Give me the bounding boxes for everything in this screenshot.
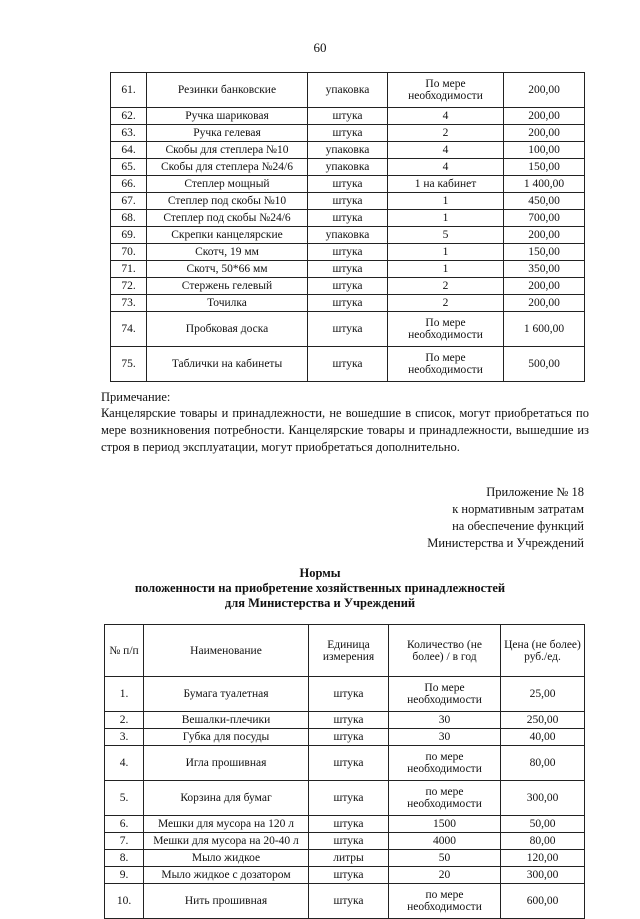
cell-price: 600,00 [501,884,585,919]
cell-price: 120,00 [501,850,585,867]
appendix-line-2: к нормативным затратам [452,502,584,516]
cell-num: 4. [105,746,144,781]
table-row [111,347,585,382]
cell-num: 63. [111,125,147,142]
cell-num: 61. [111,73,147,108]
table-row [111,125,585,142]
office-supplies-table [110,72,585,382]
cell-unit: штука [309,729,389,746]
cell-unit: штука [308,312,388,347]
cell-num: 6. [105,816,144,833]
cell-num: 67. [111,193,147,210]
cell-name: Бумага туалетная [144,677,309,712]
cell-num: 73. [111,295,147,312]
office-supplies-table-body [111,73,585,382]
cell-unit: упаковка [308,159,388,176]
cell-price: 200,00 [504,227,585,244]
cell-price: 1 600,00 [504,312,585,347]
cell-qty: 2 [388,278,504,295]
cell-price: 250,00 [501,712,585,729]
cell-unit: штука [308,244,388,261]
cell-unit: штука [309,867,389,884]
cell-unit: упаковка [308,142,388,159]
table-row [105,746,585,781]
cell-num: 3. [105,729,144,746]
cell-unit: штука [308,347,388,382]
cell-unit: упаковка [308,227,388,244]
cell-qty: 30 [389,712,501,729]
cell-qty: 4 [388,159,504,176]
note-title: Примечание: [101,390,171,404]
cell-num: 2. [105,712,144,729]
cell-name: Мыло жидкое с дозатором [144,867,309,884]
cell-price: 80,00 [501,746,585,781]
cell-name: Пробковая доска [147,312,308,347]
cell-qty: 5 [388,227,504,244]
table-row [111,210,585,227]
cell-unit: штука [308,295,388,312]
cell-unit: штука [308,193,388,210]
table-row [105,884,585,919]
cell-num: 5. [105,781,144,816]
norms-title: Нормы [299,566,341,580]
cell-unit: штука [308,125,388,142]
cell-num: 70. [111,244,147,261]
norms-subtitle-2: для Министерства и Учреждений [224,596,416,610]
cell-price: 700,00 [504,210,585,227]
cell-num: 66. [111,176,147,193]
cell-price: 200,00 [504,278,585,295]
cell-price: 200,00 [504,125,585,142]
table-row [111,295,585,312]
cell-qty: 20 [389,867,501,884]
header-price: Цена (не более) руб./ед. [501,625,585,677]
cell-num: 72. [111,278,147,295]
cell-price: 50,00 [501,816,585,833]
cell-num: 68. [111,210,147,227]
cell-qty: 1 [388,210,504,227]
cell-name: Ручка шариковая [147,108,308,125]
cell-name: Скотч, 50*66 мм [147,261,308,278]
appendix-block [427,484,584,552]
cell-num: 7. [105,833,144,850]
cell-num: 74. [111,312,147,347]
cell-name: Ручка гелевая [147,125,308,142]
table-row [111,73,585,108]
cell-qty: по мере необходимости [389,884,501,919]
cell-qty: 30 [389,729,501,746]
cell-price: 40,00 [501,729,585,746]
cell-price: 200,00 [504,295,585,312]
table-row [111,193,585,210]
cell-qty: 2 [388,125,504,142]
table-row [105,781,585,816]
cell-price: 100,00 [504,142,585,159]
cell-price: 200,00 [504,108,585,125]
cell-unit: штука [309,712,389,729]
table-row [105,833,585,850]
cell-price: 450,00 [504,193,585,210]
cell-unit: штука [308,261,388,278]
table-header-row [105,625,585,677]
cell-qty: 2 [388,295,504,312]
cell-num: 64. [111,142,147,159]
cell-name: Губка для посуды [144,729,309,746]
cell-name: Скобы для степлера №10 [147,142,308,159]
table-row [111,142,585,159]
table-row [105,816,585,833]
cell-qty: 1500 [389,816,501,833]
cell-qty: 1 [388,244,504,261]
cell-price: 200,00 [504,73,585,108]
cell-name: Мешки для мусора на 20-40 л [144,833,309,850]
cell-num: 65. [111,159,147,176]
cell-name: Скобы для степлера №24/6 [147,159,308,176]
cell-num: 9. [105,867,144,884]
cell-num: 62. [111,108,147,125]
cell-qty: По мере необходимости [388,312,504,347]
cell-qty: По мере необходимости [389,677,501,712]
cell-price: 25,00 [501,677,585,712]
page-number: 60 [313,40,327,55]
cell-name: Вешалки-плечики [144,712,309,729]
table-row [111,159,585,176]
cell-unit: штука [308,210,388,227]
cell-price: 300,00 [501,867,585,884]
cell-qty: 4000 [389,833,501,850]
cell-name: Мыло жидкое [144,850,309,867]
header-qty: Количество (не более) / в год [389,625,501,677]
cell-price: 500,00 [504,347,585,382]
cell-unit: штука [309,746,389,781]
cell-price: 300,00 [501,781,585,816]
cell-unit: штука [309,677,389,712]
cell-unit: штука [308,108,388,125]
cell-price: 150,00 [504,244,585,261]
cell-price: 350,00 [504,261,585,278]
table-row [105,729,585,746]
cell-unit: штука [309,833,389,850]
cell-name: Корзина для бумаг [144,781,309,816]
table-row [111,227,585,244]
cell-name: Таблички на кабинеты [147,347,308,382]
table-row [111,278,585,295]
cell-name: Мешки для мусора на 120 л [144,816,309,833]
table-row [111,261,585,278]
cell-name: Игла прошивная [144,746,309,781]
cell-qty: 4 [388,142,504,159]
cell-unit: штука [308,278,388,295]
cell-qty: 50 [389,850,501,867]
cell-qty: 1 [388,261,504,278]
cell-num: 71. [111,261,147,278]
header-name: Наименование [144,625,309,677]
table-row [105,850,585,867]
cell-qty: По мере необходимости [388,347,504,382]
cell-name: Точилка [147,295,308,312]
norms-subtitle-1: положенности на приобретение хозяйственных принадлежностей [134,581,506,595]
cell-qty: 4 [388,108,504,125]
cell-name: Степлер под скобы №24/6 [147,210,308,227]
table-row [105,677,585,712]
cell-num: 10. [105,884,144,919]
cell-qty: 1 [388,193,504,210]
cell-price: 1 400,00 [504,176,585,193]
cell-unit: упаковка [308,73,388,108]
household-supplies-table [104,624,585,919]
table-row [111,312,585,347]
cell-unit: штука [309,884,389,919]
table-row [105,867,585,884]
household-supplies-table-body [105,677,585,919]
header-unit: Единица измерения [309,625,389,677]
cell-price: 80,00 [501,833,585,850]
cell-price: 150,00 [504,159,585,176]
cell-num: 75. [111,347,147,382]
cell-unit: штука [309,781,389,816]
cell-name: Скрепки канцелярские [147,227,308,244]
cell-num: 1. [105,677,144,712]
table-row [105,712,585,729]
cell-unit: литры [309,850,389,867]
table-row [111,244,585,261]
note-body: Канцелярские товары и принадлежности, не вошедшие в список, могут приобретаться по мере возникновения потребности. Канцелярские товары и принадлежности, вышедшие из строя в период эксплуатации, могут приобретаться дополнительно. [101,406,589,454]
cell-name: Скотч, 19 мм [147,244,308,261]
cell-unit: штука [308,176,388,193]
cell-qty: 1 на кабинет [388,176,504,193]
cell-qty: По мере необходимости [388,73,504,108]
cell-num: 69. [111,227,147,244]
table-row [111,176,585,193]
appendix-line-1: Приложение № 18 [486,485,584,499]
appendix-line-3: на обеспечение функций [452,519,584,533]
cell-qty: по мере необходимости [389,781,501,816]
cell-name: Нить прошивная [144,884,309,919]
cell-name: Стержень гелевый [147,278,308,295]
cell-unit: штука [309,816,389,833]
cell-qty: по мере необходимости [389,746,501,781]
header-num: № п/п [105,625,144,677]
cell-name: Степлер под скобы №10 [147,193,308,210]
table-row [111,108,585,125]
appendix-line-4: Министерства и Учреждений [427,536,584,550]
cell-num: 8. [105,850,144,867]
cell-name: Резинки банковские [147,73,308,108]
cell-name: Степлер мощный [147,176,308,193]
